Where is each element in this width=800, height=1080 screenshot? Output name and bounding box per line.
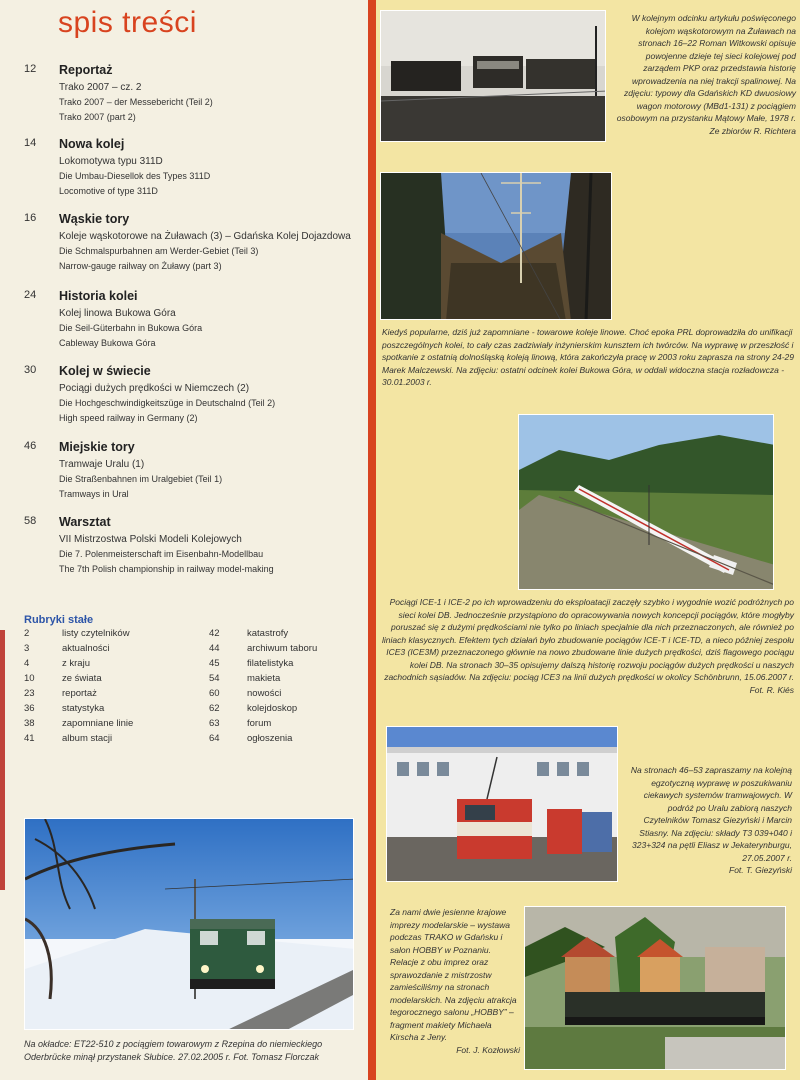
toc-page-number: 24 — [24, 289, 37, 301]
cover-caption: Na okładce: ET22-510 z pociągiem towarowym z Rzepina do niemieckiego Oderbrücke minął przystanek Słubice. 27.02.2005 r. Fot. Tomasz Florczak — [24, 1039, 323, 1062]
toc-line-pl: Koleje wąskotorowe na Żuławach (3) – Gdańska Kolej Dojazdowa — [59, 231, 351, 242]
toc-page-number: 46 — [24, 440, 37, 452]
divider-red-bar — [368, 0, 376, 1080]
photo-cableway — [380, 172, 612, 320]
rubryka-name: album stacji — [62, 733, 113, 744]
rubryka-number: 41 — [24, 733, 35, 744]
caption-credit: Fot. T. Giezyński — [729, 865, 792, 875]
rubryka-name: aktualności — [62, 643, 110, 654]
rubryka-number: 54 — [209, 673, 220, 684]
toc-section-title: Nowa kolej — [59, 137, 125, 151]
toc-line-en: Narrow-gauge railway on Żuławy (part 3) — [59, 261, 222, 271]
toc-column — [0, 0, 368, 1080]
rubryka-name: kolejdoskop — [247, 703, 298, 714]
toc-line-pl: VII Mistrzostwa Polski Modeli Kolejowych — [59, 534, 242, 545]
rubryka-number: 44 — [209, 643, 220, 654]
edge-strip — [0, 630, 5, 890]
rubryka-name: ze świata — [62, 673, 102, 684]
toc-page-number: 58 — [24, 515, 37, 527]
caption-text: Kiedyś popularne, dziś już zapomniane - towarowe koleje linowe. Choć epoka PRL doprowadziła do unifikacji poszczególnych kolei, to cały czas zadziwiały inżynierskim kunsztem ich twórców. Na wyprawę w przeszłość i spotkanie z ostatnią dolnośląską koleją linową, która zakończyła pracę w 2003 roku zaprasza na strony 24-29 Marek Malczewski. Na zdjęciu: ostatni odcinek kolei Bukowa Góra, w oddali widoczna stacja rozładowcza - 30.01.2003 r. — [382, 327, 795, 387]
caption-ice — [382, 596, 794, 696]
caption-model — [390, 906, 520, 1056]
rubryka-name: statystyka — [62, 703, 105, 714]
toc-line-pl: Lokomotywa typu 311D — [59, 156, 163, 167]
toc-section-title: Warsztat — [59, 515, 111, 529]
toc-section-title: Kolej w świecie — [59, 364, 151, 378]
caption-narrow-gauge — [612, 12, 796, 137]
toc-section-title: Historia kolei — [59, 289, 138, 303]
rubryka-number: 62 — [209, 703, 220, 714]
rubryka-number: 42 — [209, 628, 220, 639]
toc-line-en: High speed railway in Germany (2) — [59, 413, 198, 423]
caption-text: W kolejnym odcinku artykułu poświęconego kolejom wąskotorowym na Żuławach na stronach 16–22 Roman Witkowski opisuje powojenne dzieje tej sieci kolejowej pod zarządem PKP oraz przedstawia historię wprowadzenia na niej trakcji spalinowej. Na zdjęciu: typowy dla Gdańskich KD dwuosiowy wagon motorowy (MBd1-131) z pociągiem osobowym na przystanku Mątowy Małe, 1978 r. — [616, 13, 796, 123]
toc-line-de: Die Seil-Güterbahn in Bukowa Góra — [59, 323, 203, 333]
rubryka-number: 2 — [24, 628, 30, 639]
rubryka-name: archiwum taboru — [247, 643, 318, 654]
caption-cableway — [382, 326, 794, 389]
toc-section-title: Reportaż — [59, 63, 113, 77]
toc-line-en: The 7th Polish championship in railway model-making — [59, 564, 274, 574]
toc-line-de: Die Hochgeschwindigkeitszüge in Deutschalnd (Teil 2) — [59, 398, 276, 408]
rubryka-number: 3 — [24, 643, 30, 654]
rubryka-number: 36 — [24, 703, 35, 714]
rubryka-name: filatelistyka — [247, 658, 294, 669]
rubryka-number: 64 — [209, 733, 220, 744]
toc-line-pl: Trako 2007 – cz. 2 — [59, 82, 142, 93]
caption-text: Na stronach 46–53 zapraszamy na kolejną egzotyczną wyprawę w poszukiwaniu ciekawych systemów tramwajowych. W podróż po Uralu zabiorą naszych Czytelników Tomasz Giezyński i Marcin Stiasny. Na zdjęciu: składy T3 039+040 i 323+324 na pętli Eliasz w Jekaterynburgu, 27.05.2007 r. — [630, 765, 792, 863]
rubryka-name: reportaż — [62, 688, 97, 699]
photo-tram-yekaterinburg — [386, 726, 618, 882]
toc-section-title: Miejskie tory — [59, 440, 135, 454]
toc-line-pl: Tramwaje Uralu (1) — [59, 459, 145, 470]
rubryki-heading: Rubryki stałe — [24, 614, 94, 626]
rubryka-number: 10 — [24, 673, 35, 684]
photo-model-railway — [524, 906, 786, 1070]
rubryka-name: listy czytelników — [62, 628, 130, 639]
rubryka-number: 4 — [24, 658, 30, 669]
caption-tram — [624, 764, 792, 877]
toc-section-title: Wąskie tory — [59, 212, 130, 226]
toc-page-number: 16 — [24, 212, 37, 224]
caption-credit: Fot. J. Kozłowski — [456, 1044, 520, 1055]
toc-page-number: 30 — [24, 364, 37, 376]
features-column — [376, 0, 800, 1080]
rubryka-number: 38 — [24, 718, 35, 729]
toc-line-de: Die Straßenbahnen im Uralgebiet (Teil 1) — [59, 474, 223, 484]
toc-line-de: Die Schmalspurbahnen am Werder-Gebiet (Teil 3) — [59, 246, 259, 256]
rubryka-name: forum — [247, 718, 272, 729]
toc-line-en: Trako 2007 (part 2) — [59, 112, 136, 122]
caption-credit: Fot. R. Kiés — [749, 684, 794, 695]
toc-line-de: Die 7. Polenmeisterschaft im Eisenbahn-Modellbau — [59, 549, 264, 559]
rubryka-name: nowości — [247, 688, 282, 699]
photo-narrow-gauge-train — [380, 10, 606, 142]
toc-line-en: Cableway Bukowa Góra — [59, 338, 156, 348]
caption-credit: Ze zbiorów R. Richtera — [709, 125, 796, 136]
caption-text: Pociągi ICE-1 i ICE-2 po ich wprowadzeniu do eksploatacji zaczęły szybko i wygodnie wozić podróżnych po sieci kolei DB. Jednocześnie przystąpiono do opracowywania nowych koncepcji pociągów, które mogłyby poruszać się z dużymi prędkościami nie tylko po liniach specjalnie dla nich przeznaczonych, ale również po liniach klasycznych. Efektem tych działań było zbudowanie pociągów ICE-T i ICE-TD, a nieco później zespołu ICE3 (ICE3M) przeznaczonego głównie na nowo zbudowane linie dużych prędkości, dziś flagowego pociągu kolei DB. Na stronach 30–35 opisujemy dalszą historię rozwoju pociągów dużych prędkości u naszych zachodnich sąsiadów. Na zdjęciu: pociąg ICE3 na linii dużych prędkości w okolicy Schönbrunn, 15.06.2007 r. — [382, 597, 794, 682]
rubryka-number: 45 — [209, 658, 220, 669]
toc-page-number: 12 — [24, 63, 37, 75]
rubryka-name: makieta — [247, 673, 281, 684]
toc-line-de: Trako 2007 – der Messebericht (Teil 2) — [59, 97, 213, 107]
rubryka-name: zapomniane linie — [62, 718, 134, 729]
toc-line-en: Tramways in Ural — [59, 489, 129, 499]
rubryka-number: 63 — [209, 718, 220, 729]
toc-line-de: Die Umbau-Diesellok des Types 311D — [59, 171, 211, 181]
toc-line-pl: Pociągi dużych prędkości w Niemczech (2) — [59, 383, 250, 394]
photo-ice3-train — [518, 414, 774, 590]
rubryka-number: 23 — [24, 688, 35, 699]
rubryka-number: 60 — [209, 688, 220, 699]
toc-line-en: Locomotive of type 311D — [59, 186, 158, 196]
rubryka-name: ogłoszenia — [247, 733, 293, 744]
caption-text: Za nami dwie jesienne krajowe imprezy modelarskie – wystawa podczas TRAKO w Gdańsku i salon HOBBY w Poznaniu. Relacje z obu imprez oraz sprawozdanie z mistrzostw zamieściliśmy na stronach modelarskich. Na zdjęciu atrakcja tegorocznego salonu „HOBBY” – fragment makiety Michaela Kirscha z Jeny. — [390, 907, 517, 1042]
rubryka-name: katastrofy — [247, 628, 289, 639]
cover-photo-et22-snow — [24, 818, 354, 1030]
page-title: spis treści — [58, 6, 197, 39]
toc-page-number: 14 — [24, 137, 37, 149]
rubryka-name: z kraju — [62, 658, 90, 669]
toc-line-pl: Kolej linowa Bukowa Góra — [59, 308, 176, 319]
